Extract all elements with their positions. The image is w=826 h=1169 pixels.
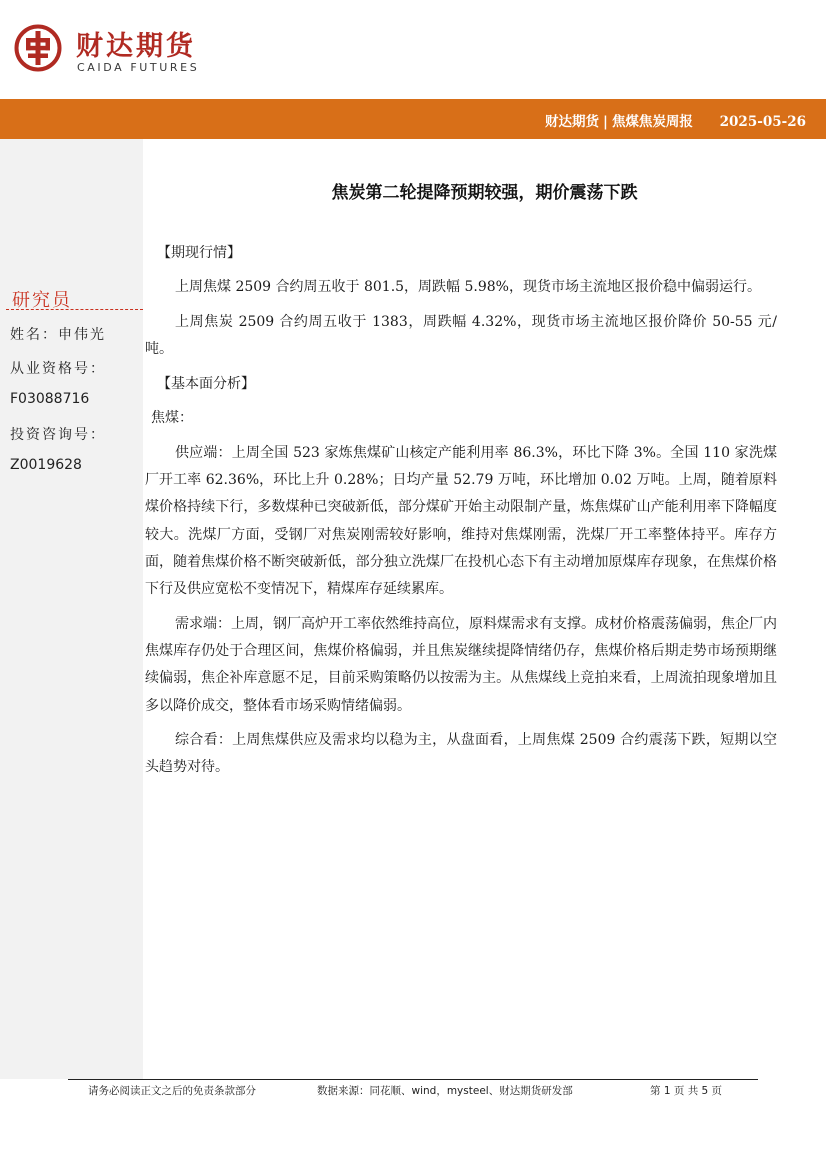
section-heading-market: 【期现行情】: [157, 245, 241, 261]
banner-text: [541, 110, 806, 130]
sidebar-title: 研究员: [12, 290, 72, 311]
advisor-label: 投资咨询号：: [10, 427, 106, 443]
analyst-name: 姓名：申伟光: [10, 327, 106, 343]
caida-logo-icon: [14, 24, 62, 72]
banner-report-name: 焦煤焦炭周报: [611, 114, 693, 130]
banner-date: 2025-05-26: [719, 114, 806, 130]
qualification-label: 从业资格号：: [10, 361, 106, 377]
report-title: 焦炭第二轮提降预期较强，期价震荡下跌: [331, 183, 638, 203]
banner-company: 财达期货: [545, 114, 600, 130]
paragraph-coking-coal-market: 上周焦煤 2509 合约周五收于 801.5，周跌幅 5.98%，现货市场主流地区报价稳中偏弱运行。: [175, 279, 761, 296]
report-body: [145, 240, 777, 789]
brand-logo: [14, 20, 214, 76]
paragraph-summary: 综合看：上周焦煤供应及需求均以稳为主，从盘面看，上周焦煤 2509 合约震荡下跌，短期以空头趋势对待。: [145, 732, 777, 776]
paragraph-coke-market: 上周焦炭 2509 合约周五收于 1383，周跌幅 4.32%，现货市场主流地区报价降价 50-55 元/吨。: [145, 313, 777, 358]
brand-name-en: CAIDA FUTURES: [77, 61, 200, 74]
paragraph-supply: 供应端：上周全国 523 家炼焦煤矿山核定产能利用率 86.3%，环比下降 3%。全国 110 家洗煤厂开工率 62.36%，环比上升 0.28%；日均产量 52.79 万吨，环比增加 0.02 万吨。上周，随着原料煤价格持续下行，多数煤种已突破新低，部分煤矿开始主动限制产量，炼焦煤矿山产能利用率下降幅度较大。洗煤厂方面，受钢厂对焦炭刚需较好影响，维持对焦煤刚需，洗煤厂开工率整体持平。库存方面，随着焦煤价格不断突破新低，部分独立洗煤厂在投机心态下有主动增加原煤库存现象，在焦煤价格下行及供应宽松不变情况下，精煤库存延续累库。: [145, 444, 777, 598]
footer-page-number: 第 1 页 共 5 页: [650, 1085, 723, 1097]
footer-source: 数据来源：同花顺、wind，mysteel、财达期货研发部: [317, 1085, 573, 1097]
paragraph-demand: 需求端：上周，钢厂高炉开工率依然维持高位，原料煤需求有支撑。成材价格震荡偏弱，焦企厂内焦煤库存仍处于合理区间，焦煤价格偏弱，并且焦炭继续提降情绪仍存，焦煤价格后期走势市场预期继续偏弱，焦企补库意愿不足，目前采购策略仍以按需为主。从焦煤线上竞拍来看，上周流拍现象增加且多以降价成交，整体看市场采购情绪偏弱。: [145, 615, 777, 714]
sidebar-divider: [6, 309, 143, 310]
banner-separator: |: [603, 114, 608, 130]
subheading-coking-coal: 焦煤：: [151, 410, 193, 427]
footer-disclaimer: 请务必阅读正文之后的免责条款部分: [88, 1085, 256, 1097]
report-banner: [0, 99, 826, 139]
footer-divider: [68, 1079, 758, 1080]
analyst-sidebar: [0, 139, 143, 1079]
advisor-number: Z0019628: [10, 457, 82, 473]
section-heading-fundamentals: 【基本面分析】: [157, 375, 255, 392]
brand-name-cn: 财达期货: [76, 31, 196, 62]
qualification-number: F03088716: [10, 391, 90, 407]
